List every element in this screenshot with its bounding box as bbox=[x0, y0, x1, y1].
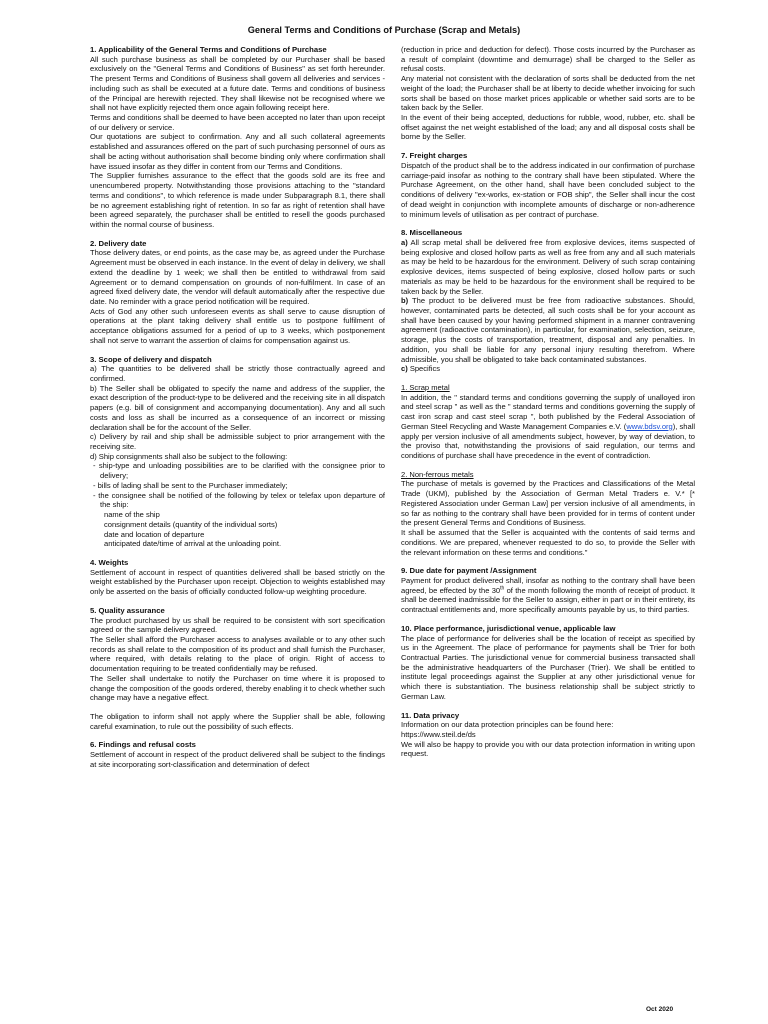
paragraph: Settlement of account in respect of quantities delivered shall be based strictly on the weight established by the Purchaser upon receipt. Objection to weights established may only be asserted on the basis of officially conducted follow-up weighting procedure. bbox=[90, 567, 385, 597]
paragraph bbox=[401, 238, 695, 296]
section-heading: 4. Weights bbox=[90, 557, 129, 567]
superscript: th bbox=[500, 585, 505, 592]
paragraph: b) The Seller shall be obligated to specify the name and address of the supplier, the exact description of the product-type to be delivered and the receiving site in all dispatch papers (e.g. bill of consignment and accompanying documentation). Any and all such costs and loss as shall be incurred as a consequence of an incorrect or missing declaration shall be for the account of the Seller. bbox=[90, 383, 385, 432]
section-payment bbox=[401, 566, 695, 615]
paragraph: Acts of God any other such unforeseen events as shall serve to cause disruption of operations at the plant taking delivery shall entitle us to postpone fulfilment of acceptance obligations assumed for a period of up to 3 weeks, which postponement shall not serve to warrant the assertion of claims for compensation against us. bbox=[90, 306, 385, 345]
section-scope-of-delivery bbox=[90, 355, 385, 549]
right-column bbox=[401, 45, 695, 768]
section-heading: 11. Data privacy bbox=[401, 710, 460, 720]
left-column bbox=[90, 45, 385, 779]
paragraph: d) Ship consignments shall also be subject to the following: bbox=[90, 451, 288, 461]
section-findings-continued bbox=[401, 45, 695, 142]
section-heading: 2. Delivery date bbox=[90, 238, 147, 248]
paragraph: Dispatch of the product shall be to the address indicated in our confirmation of purchase carriage-paid insofar as nothing to the contrary shall have been stipulated. Where the Purchase Agreement, on the other hand, shall have been concluded subject to the conditions of delivery "ex-works, ex-station or FOB ship", the Seller shall incur the cost of dead weight in conjunction with incomplete amounts of discharge or non-adherence to minimum levels of utilisation as per contract of purchase. bbox=[401, 160, 695, 219]
paragraph: We will also be happy to provide you with our data protection information in writing upon request. bbox=[401, 739, 695, 759]
paragraph: The Seller shall afford the Purchaser access to analyses available or to any other such records as shall relate to the composition of its product and shall furnish the Purchaser, where required, with details relating to the place of origin. Right of access to documentation requiring to be treated confidentially may be refused. bbox=[90, 634, 385, 674]
text-span: of the month following the month of receipt of product. It shall be deemed inadmissible for the Seller to assign, either in part or in their entirety, its contractual entitlements and, more specifically amounts payable by us, to third parties. bbox=[401, 585, 696, 615]
list-item: - the consignee shall be notified of the following by telex or telefax upon departure of the ship: bbox=[93, 490, 385, 510]
footer-date: Oct 2020 bbox=[646, 1006, 674, 1013]
section-delivery-date bbox=[90, 239, 385, 346]
paragraph: All such purchase business as shall be completed by our Purchaser shall be based exclusively on the "General Terms and Conditions of Business" as set forth hereunder. The present Terms and Conditions of Business shall govern all deliveries and services - including such as shall be executed at a future date. Terms and conditions of business of the Principal are herewith rejected. They shall likewise not be recognised where we shall not have explicitly rejected them once again following receipt here. bbox=[90, 54, 385, 113]
paragraph: The place of performance for deliveries shall be the location of receipt as specified by us in the Agreement. The place of performance for payments shall be Trier for both Contractual Parties. The jurisdictional venue for commercial business transacted shall be the administrative headquarters of the Purchaser (Trier). We shall be entitled to institute legal proceedings against the Supplier at any other jurisdictional venue for which there is substantiation. The business relationship shall be subject strictly to German Law. bbox=[401, 633, 695, 701]
list-item: - bills of lading shall be sent to the Purchaser immediately; bbox=[93, 480, 288, 490]
paragraph: (reduction in price and deduction for defect). Those costs incurred by the Purchaser as a result of complaint (downtime and demurrage) shall be charged to the Seller as refusal costs. bbox=[401, 45, 695, 74]
item-label: b) bbox=[401, 296, 409, 306]
section-miscellaneous bbox=[401, 228, 695, 557]
section-findings bbox=[90, 740, 385, 769]
paragraph: The Seller shall undertake to notify the Purchaser on time where it is proposed to change the composition of the goods ordered, thereby enabling it to check whether such change may have a negative effect. bbox=[90, 673, 385, 703]
paragraph: Terms and conditions shall be deemed to have been accepted no later than upon receipt of our delivery or service. bbox=[90, 113, 385, 132]
item-label: c) bbox=[401, 364, 408, 374]
subsection-heading: 2. Non-ferrous metals bbox=[401, 469, 474, 479]
paragraph: The product purchased by us shall be required to be consistent with sort specification agreed or the sample delivery agreed. bbox=[90, 615, 385, 635]
paragraph: Our quotations are subject to confirmation. Any and all such collateral agreements established and assurances offered on the part of such purchasing personnel of ours as shall be acting without authorisation shall become binding only where confirmation shall have issued insofar as they differ in content from our Terms and Conditions. bbox=[90, 132, 385, 171]
section-heading: 8. Miscellaneous bbox=[401, 228, 463, 238]
subsection-heading: 1. Scrap metal bbox=[401, 383, 450, 392]
list-subitem: name of the ship bbox=[104, 510, 160, 520]
paragraph: c) Delivery by rail and ship shall be admissible subject to prior arrangement with the receiving site. bbox=[90, 432, 385, 452]
list-subitem: date and location of departure bbox=[104, 529, 205, 539]
section-data-privacy bbox=[401, 711, 695, 760]
paragraph: The Supplier furnishes assurance to the effect that the goods sold are its free and unencumbered property. Notwithstanding those provisions attaching to the "standard terms and conditions", to which reference is made under Subparagraph 8.1, there shall be no agreement establishing right of retention. In so far as right of retention shall have been agreed separately, the purchaser shall be entitled to resell the goods purchased within the normal course of business. bbox=[90, 171, 385, 229]
paragraph bbox=[401, 393, 695, 461]
paragraph: Information on our data protection principles can be found here: bbox=[401, 720, 614, 730]
text-span: In addition, the " standard terms and conditions governing the supply of unalloyed iron and steel scrap " as well as the " standard terms and conditions governing the supply of cast iron scrap and cast steel scrap ", both published by the Federal Association of German Steel Recycling and Waste Management Companies e.V. ( bbox=[401, 392, 695, 431]
privacy-url[interactable]: https://www.steil.de/ds bbox=[401, 730, 476, 739]
paragraph: Settlement of account in respect of the product delivered shall be subject to the findings at site incorporating sort-classification and determination of defect bbox=[90, 750, 385, 769]
section-heading: 1. Applicability of the General Terms and Conditions of Purchase bbox=[90, 45, 327, 54]
section-place-of-performance bbox=[401, 624, 695, 702]
section-applicability bbox=[90, 45, 385, 230]
paragraph: The obligation to inform shall not apply where the Supplier shall be able, following careful examination, to rule out the possibility of such effects. bbox=[90, 712, 385, 731]
paragraph bbox=[401, 296, 695, 364]
section-quality-assurance bbox=[90, 606, 385, 732]
list-subitem: consignment details (quantity of the individual sorts) bbox=[104, 519, 278, 529]
section-heading: 7. Freight charges bbox=[401, 151, 468, 161]
paragraph: In the event of their being accepted, deductions for rubble, wood, rubber, etc. shall be offset against the net weight established of the load; any and all disposal costs shall be borne by the Seller. bbox=[401, 113, 695, 142]
bdsv-link[interactable]: www.bdsv.org bbox=[626, 421, 673, 431]
item-text: Specifics bbox=[409, 364, 441, 374]
document-title: General Terms and Conditions of Purchase (Scrap and Metals) bbox=[247, 25, 521, 35]
paragraph: It shall be assumed that the Seller is acquainted with the contents of said terms and conditions. We are prepared, whenever requested to do so, to provide the Seller with the relevant information on these terms and conditions." bbox=[401, 528, 695, 557]
section-heading: 3. Scope of delivery and dispatch bbox=[90, 354, 212, 364]
item-text: The product to be delivered must be free from radioactive substances. Should, however, contaminated parts be detected, all such costs shall be for your account as shall have been caused by your having performed shipment in a manner contravening agreement (radioactive contamination), in particular, for examination, selection, seizure, storage, plus the costs of transportation, treatment, disposal and any penalties. In addition, you shall be liable for any personal injury resulting therefrom. Where admissible, you shall be obligated to take back contaminated substances. bbox=[401, 296, 695, 364]
item-label: a) bbox=[401, 237, 408, 247]
section-heading: 9. Due date for payment /Assignment bbox=[401, 566, 537, 576]
item-text: All scrap metal shall be delivered free from explosive devices, items suspected of being explosive and closed hollow parts as well as free from any and all such materials as may be held to be hazardous for the environment. Delivery of such scrap containing explosive devices, items suspected of being explosive, closed hollow parts or such materials as may be held to be hazardous for the environment shall be required to be taken back by the Seller. bbox=[401, 237, 695, 296]
list-subitem: anticipated date/time of arrival at the unloading point. bbox=[104, 539, 282, 549]
section-weights bbox=[90, 558, 385, 597]
list-item: - ship-type and unloading possibilities are to be clarified with the consignee prior to delivery; bbox=[93, 461, 385, 481]
paragraph: Any material not consistent with the declaration of sorts shall be deducted from the net weight of the load; the Purchaser shall be at liberty to decide whether invoicing for such sorts shall be based on those market prices applicable or whether said sorts are to be taken back by the Seller. bbox=[401, 74, 695, 113]
section-heading: 6. Findings and refusal costs bbox=[90, 740, 196, 750]
paragraph: Those delivery dates, or end points, as the case may be, as agreed under the Purchase Agreement must be observed in each instance. In the event of delay in delivery, we shall extend the deadline by 1 week; we shall then be entitled to withdrawal from said Agreement or to demand compensation on grounds of non-fulfilment. In case of an agreed fixed delivery date, the vendor will default automatically after the respective due date. No reminder with a grace period notification will be required. bbox=[90, 248, 385, 306]
paragraph: The purchase of metals is governed by the Practices and Classifications of the Metal Trade (UKM), published by the Association of German Metal Traders e. V.* [* Registered Association under German Law] per version inclusive of all amendments, in so far as nothing to the contrary shall have been provided for in terms of content under the present General Terms and Conditions of Business. bbox=[401, 479, 695, 528]
paragraph bbox=[401, 576, 695, 615]
paragraph: a) The quantities to be delivered shall be strictly those contractually agreed and confirmed. bbox=[90, 364, 385, 383]
text-span: Payment for product delivered shall, insofar as nothing to the contrary shall have been agreed, be effected by the 30 bbox=[401, 575, 695, 595]
text-span: ), shall apply per version inclusive of all amendments subject, however, by way of deviation, to the proviso that, notwithstanding the provisions of said regulation, our terms and conditions of purchase shall have precedence in the event of contradiction. bbox=[401, 421, 696, 461]
paragraph bbox=[401, 364, 695, 374]
section-heading: 5. Quality assurance bbox=[90, 605, 165, 615]
section-heading: 10. Place performance, jurisdictional venue, applicable law bbox=[401, 623, 616, 633]
section-freight-charges bbox=[401, 151, 695, 219]
